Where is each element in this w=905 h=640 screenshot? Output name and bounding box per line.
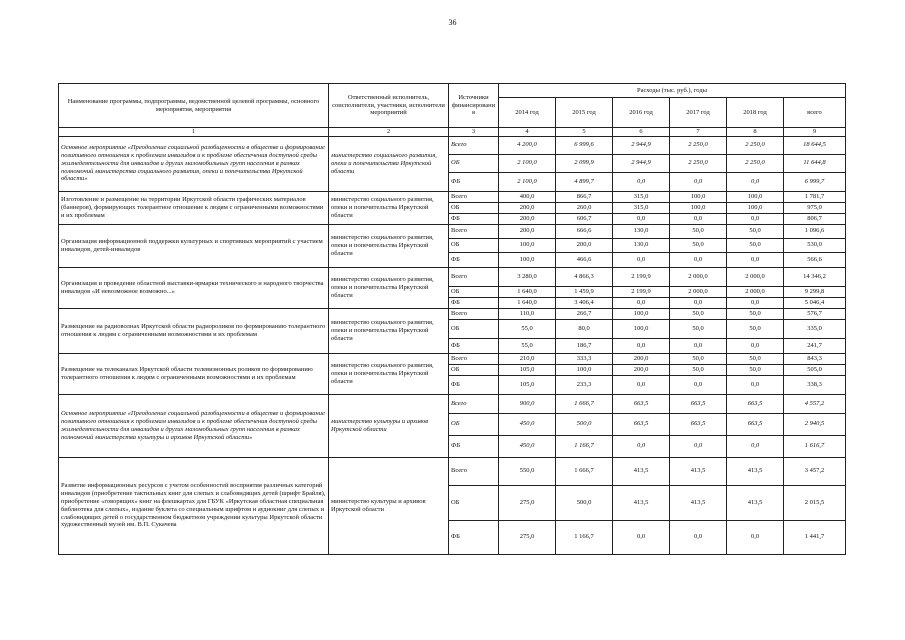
amount-cell: 100,0: [727, 202, 784, 213]
funding-source: ОБ: [449, 202, 499, 213]
funding-source: ОБ: [449, 413, 499, 435]
total-cell: 1 616,7: [784, 435, 846, 457]
amount-cell: 2 944,9: [613, 136, 670, 154]
amount-cell: 50,0: [670, 224, 727, 238]
funding-source: Всего: [449, 136, 499, 154]
total-cell: 11 644,8: [784, 154, 846, 172]
amount-cell: 500,0: [556, 485, 613, 520]
amount-cell: 2 000,0: [727, 286, 784, 297]
amount-cell: 100,0: [727, 191, 784, 202]
funding-source: ОБ: [449, 154, 499, 172]
amount-cell: 315,0: [613, 202, 670, 213]
funding-source: ОБ: [449, 286, 499, 297]
responsible-party: министерство культуры и архивов Иркутской области: [329, 457, 449, 554]
amount-cell: 0,0: [670, 213, 727, 224]
funding-source: ФБ: [449, 375, 499, 394]
header-year: 2017 год: [670, 98, 727, 128]
amount-cell: 50,0: [727, 364, 784, 375]
amount-cell: 50,0: [727, 319, 784, 338]
header-responsible: Ответственный исполнитель, соисполнители, участники, исполнители мероприятий: [329, 84, 449, 128]
amount-cell: 500,0: [556, 413, 613, 435]
amount-cell: 0,0: [727, 338, 784, 353]
amount-cell: 105,0: [499, 364, 556, 375]
amount-cell: 100,0: [556, 364, 613, 375]
amount-cell: 663,5: [727, 394, 784, 413]
amount-cell: 186,7: [556, 338, 613, 353]
amount-cell: 2 199,9: [613, 267, 670, 286]
page-number: 36: [448, 18, 457, 27]
amount-cell: 550,0: [499, 457, 556, 485]
header-total: всего: [784, 98, 846, 128]
amount-cell: 105,0: [499, 375, 556, 394]
amount-cell: 0,0: [727, 375, 784, 394]
amount-cell: 3 280,0: [499, 267, 556, 286]
amount-cell: 0,0: [670, 520, 727, 554]
funding-source: Всего: [449, 308, 499, 319]
funding-source: ФБ: [449, 172, 499, 191]
amount-cell: 50,0: [670, 353, 727, 364]
amount-cell: 0,0: [727, 252, 784, 267]
activity-name: Размещение на телеканалах Иркутской области телевизионных роликов по формированию толерантного отношения к людям с ограниченными возможностями и их проблемам: [59, 353, 329, 394]
amount-cell: 130,0: [613, 238, 670, 252]
responsible-party: министерство культуры и архивов Иркутской области: [329, 394, 449, 457]
funding-source: ФБ: [449, 213, 499, 224]
amount-cell: 100,0: [670, 191, 727, 202]
header-year: 2016 год: [613, 98, 670, 128]
amount-cell: 866,7: [556, 191, 613, 202]
total-cell: 505,0: [784, 364, 846, 375]
header-name: Наименование программы, подпрограммы, ведомственной целевой программы, основного мероприятия, мероприятия: [59, 84, 329, 128]
amount-cell: 2 199,9: [613, 286, 670, 297]
amount-cell: 413,5: [727, 485, 784, 520]
amount-cell: 413,5: [670, 457, 727, 485]
total-cell: 975,0: [784, 202, 846, 213]
amount-cell: 0,0: [613, 213, 670, 224]
total-cell: 241,7: [784, 338, 846, 353]
amount-cell: 55,0: [499, 338, 556, 353]
total-cell: 2 015,5: [784, 485, 846, 520]
amount-cell: 50,0: [727, 353, 784, 364]
amount-cell: 0,0: [670, 435, 727, 457]
amount-cell: 663,5: [613, 394, 670, 413]
amount-cell: 0,0: [670, 338, 727, 353]
amount-cell: 2 250,0: [727, 136, 784, 154]
amount-cell: 110,0: [499, 308, 556, 319]
amount-cell: 0,0: [613, 297, 670, 308]
amount-cell: 4 200,0: [499, 136, 556, 154]
funding-source: Всего: [449, 394, 499, 413]
index-cell: 9: [784, 128, 846, 137]
amount-cell: 100,0: [499, 238, 556, 252]
amount-cell: 2 100,0: [499, 154, 556, 172]
table-row: [59, 308, 846, 319]
amount-cell: 0,0: [613, 520, 670, 554]
amount-cell: 663,5: [613, 413, 670, 435]
amount-cell: 50,0: [670, 319, 727, 338]
amount-cell: 55,0: [499, 319, 556, 338]
amount-cell: 200,0: [499, 224, 556, 238]
table-row: [59, 353, 846, 364]
table-row: [59, 191, 846, 202]
amount-cell: 0,0: [613, 172, 670, 191]
activity-name: Изготовление и размещение на территории Иркутской области графических материалов (баннеров), формирующих толерантное отношение к людям с ограниченными возможностями и их проблемам: [59, 191, 329, 224]
amount-cell: 233,3: [556, 375, 613, 394]
amount-cell: 413,5: [613, 485, 670, 520]
amount-cell: 2 000,0: [670, 267, 727, 286]
amount-cell: 200,0: [499, 202, 556, 213]
activity-name: Основное мероприятие «Преодоление социальной разобщенности в обществе и формирование позитивного отношения к проблемам инвалидов и к проблеме обеспечения доступной среды жизнедеятельности для инвалидов и других маломобильных групп населения в рамках полномочий министерства социального развития, опеки и попечительства Иркутской области»: [59, 136, 329, 191]
funding-source: ОБ: [449, 319, 499, 338]
budget-table: [58, 83, 846, 555]
amount-cell: 413,5: [613, 457, 670, 485]
amount-cell: 413,5: [670, 485, 727, 520]
amount-cell: 130,0: [613, 224, 670, 238]
funding-source: Всего: [449, 267, 499, 286]
amount-cell: 0,0: [670, 297, 727, 308]
amount-cell: 663,5: [670, 413, 727, 435]
amount-cell: 2 000,0: [727, 267, 784, 286]
total-cell: 9 299,8: [784, 286, 846, 297]
total-cell: 1 096,6: [784, 224, 846, 238]
total-cell: 1 781,7: [784, 191, 846, 202]
total-cell: 338,3: [784, 375, 846, 394]
total-cell: 566,6: [784, 252, 846, 267]
index-cell: 5: [556, 128, 613, 137]
table-row: [59, 267, 846, 286]
index-cell: 3: [449, 128, 499, 137]
funding-source: ФБ: [449, 338, 499, 353]
amount-cell: 315,0: [613, 191, 670, 202]
amount-cell: 466,6: [556, 252, 613, 267]
responsible-party: министерство социального развития, опеки и попечительства Иркутской области: [329, 267, 449, 308]
amount-cell: 100,0: [613, 319, 670, 338]
amount-cell: 50,0: [670, 364, 727, 375]
amount-cell: 0,0: [670, 172, 727, 191]
amount-cell: 1 640,0: [499, 297, 556, 308]
table-row: [59, 224, 846, 238]
responsible-party: министерство социального развития, опеки и попечительства Иркутской области: [329, 191, 449, 224]
amount-cell: 50,0: [727, 308, 784, 319]
amount-cell: 100,0: [613, 308, 670, 319]
amount-cell: 0,0: [613, 375, 670, 394]
amount-cell: 1 459,9: [556, 286, 613, 297]
index-cell: 1: [59, 128, 329, 137]
index-cell: 4: [499, 128, 556, 137]
activity-name: Основное мероприятие «Преодоление социальной разобщенности в обществе и формирование позитивного отношения к проблемам инвалидов и к проблеме обеспечения доступной среды жизнедеятельности для инвалидов и других маломобильных групп населения в рамках полномочий министерства культуры и архивов Иркутской области»: [59, 394, 329, 457]
table-body: [59, 136, 846, 554]
amount-cell: 2 100,0: [499, 172, 556, 191]
total-cell: 6 999,7: [784, 172, 846, 191]
total-cell: 806,7: [784, 213, 846, 224]
amount-cell: 200,0: [613, 364, 670, 375]
total-cell: 3 457,2: [784, 457, 846, 485]
activity-name: Размещение на радиоволнах Иркутской области радиороликов по формированию толерантного отношения к людям с ограниченными возможностями и их проблемам: [59, 308, 329, 353]
total-cell: 335,0: [784, 319, 846, 338]
amount-cell: 4 866,3: [556, 267, 613, 286]
amount-cell: 3 406,4: [556, 297, 613, 308]
amount-cell: 50,0: [670, 308, 727, 319]
header-year: 2015 год: [556, 98, 613, 128]
amount-cell: 100,0: [670, 202, 727, 213]
funding-source: ОБ: [449, 238, 499, 252]
funding-source: ФБ: [449, 297, 499, 308]
amount-cell: 0,0: [727, 297, 784, 308]
total-cell: 14 346,2: [784, 267, 846, 286]
total-cell: 530,0: [784, 238, 846, 252]
header-source: Источники финансировани я: [449, 84, 499, 128]
total-cell: 4 557,2: [784, 394, 846, 413]
amount-cell: 663,5: [670, 394, 727, 413]
amount-cell: 6 999,6: [556, 136, 613, 154]
amount-cell: 2 250,0: [727, 154, 784, 172]
amount-cell: 450,0: [499, 413, 556, 435]
table-row: [59, 394, 846, 413]
table-row: [59, 457, 846, 485]
total-cell: 18 644,5: [784, 136, 846, 154]
amount-cell: 663,5: [727, 413, 784, 435]
index-cell: 8: [727, 128, 784, 137]
funding-source: ФБ: [449, 435, 499, 457]
activity-name: Развитие информационных ресурсов с учетом особенностей восприятия различных категорий инвалидов (приобретение тактильных книг для слепых и слабовидящих детей (шрифт Брайля), приобретение «говорящих» книг на флешкартах для ГБУК «Иркутская областная специальная библиотека для слепых», издание буклета со специальным шрифтом и аудиокниг для слепых и слабовидящих детей о государственном бюджетном учреждении культуры Иркутской области художественный музей им. В.П. Сукачева: [59, 457, 329, 554]
total-cell: 843,3: [784, 353, 846, 364]
amount-cell: 275,0: [499, 485, 556, 520]
amount-cell: 1 166,7: [556, 520, 613, 554]
responsible-party: министерство социального развития, опеки и попечительства Иркутской области: [329, 136, 449, 191]
amount-cell: 50,0: [727, 238, 784, 252]
index-cell: 6: [613, 128, 670, 137]
responsible-party: министерство социального развития, опеки и попечительства Иркутской области: [329, 353, 449, 394]
amount-cell: 0,0: [670, 252, 727, 267]
amount-cell: 400,0: [499, 191, 556, 202]
amount-cell: 200,0: [556, 238, 613, 252]
amount-cell: 900,0: [499, 394, 556, 413]
amount-cell: 1 666,7: [556, 457, 613, 485]
amount-cell: 0,0: [727, 435, 784, 457]
responsible-party: министерство социального развития, опеки и попечительства Иркутской области: [329, 308, 449, 353]
amount-cell: 1 666,7: [556, 394, 613, 413]
total-cell: 2 940,5: [784, 413, 846, 435]
funding-source: Всего: [449, 353, 499, 364]
amount-cell: 100,0: [499, 252, 556, 267]
header-year: 2018 год: [727, 98, 784, 128]
funding-source: ФБ: [449, 252, 499, 267]
total-cell: 1 441,7: [784, 520, 846, 554]
total-cell: 5 046,4: [784, 297, 846, 308]
amount-cell: 0,0: [613, 435, 670, 457]
amount-cell: 1 640,0: [499, 286, 556, 297]
amount-cell: 80,0: [556, 319, 613, 338]
amount-cell: 0,0: [670, 375, 727, 394]
funding-source: ОБ: [449, 364, 499, 375]
amount-cell: 0,0: [727, 172, 784, 191]
amount-cell: 266,7: [556, 308, 613, 319]
amount-cell: 2 250,0: [670, 136, 727, 154]
amount-cell: 2 099,9: [556, 154, 613, 172]
funding-source: ОБ: [449, 485, 499, 520]
table-row: [59, 136, 846, 154]
amount-cell: 0,0: [727, 213, 784, 224]
activity-name: Организация информационной поддержки культурных и спортивных мероприятий с участием инвалидов, детей-инвалидов: [59, 224, 329, 267]
funding-source: ФБ: [449, 520, 499, 554]
amount-cell: 275,0: [499, 520, 556, 554]
amount-cell: 1 166,7: [556, 435, 613, 457]
amount-cell: 200,0: [613, 353, 670, 364]
amount-cell: 210,0: [499, 353, 556, 364]
index-cell: 7: [670, 128, 727, 137]
amount-cell: 2 944,9: [613, 154, 670, 172]
total-cell: 576,7: [784, 308, 846, 319]
amount-cell: 413,5: [727, 457, 784, 485]
responsible-party: министерство социального развития, опеки и попечительства Иркутской области: [329, 224, 449, 267]
amount-cell: 200,0: [499, 213, 556, 224]
amount-cell: 333,3: [556, 353, 613, 364]
funding-source: Всего: [449, 224, 499, 238]
activity-name: Организация и проведение областной выставки-ярмарки технического и народного творчества инвалидов «И невозможное возможно...»: [59, 267, 329, 308]
header-year: 2014 год: [499, 98, 556, 128]
header-costs: Расходы (тыс. руб.), годы: [499, 84, 846, 98]
index-row: [59, 128, 846, 137]
funding-source: Всего: [449, 457, 499, 485]
amount-cell: 450,0: [499, 435, 556, 457]
funding-source: Всего: [449, 191, 499, 202]
amount-cell: 666,6: [556, 224, 613, 238]
amount-cell: 50,0: [670, 238, 727, 252]
amount-cell: 50,0: [727, 224, 784, 238]
amount-cell: 4 899,7: [556, 172, 613, 191]
index-cell: 2: [329, 128, 449, 137]
amount-cell: 260,0: [556, 202, 613, 213]
amount-cell: 0,0: [613, 338, 670, 353]
amount-cell: 0,0: [613, 252, 670, 267]
amount-cell: 0,0: [727, 520, 784, 554]
amount-cell: 606,7: [556, 213, 613, 224]
amount-cell: 2 000,0: [670, 286, 727, 297]
amount-cell: 2 250,0: [670, 154, 727, 172]
